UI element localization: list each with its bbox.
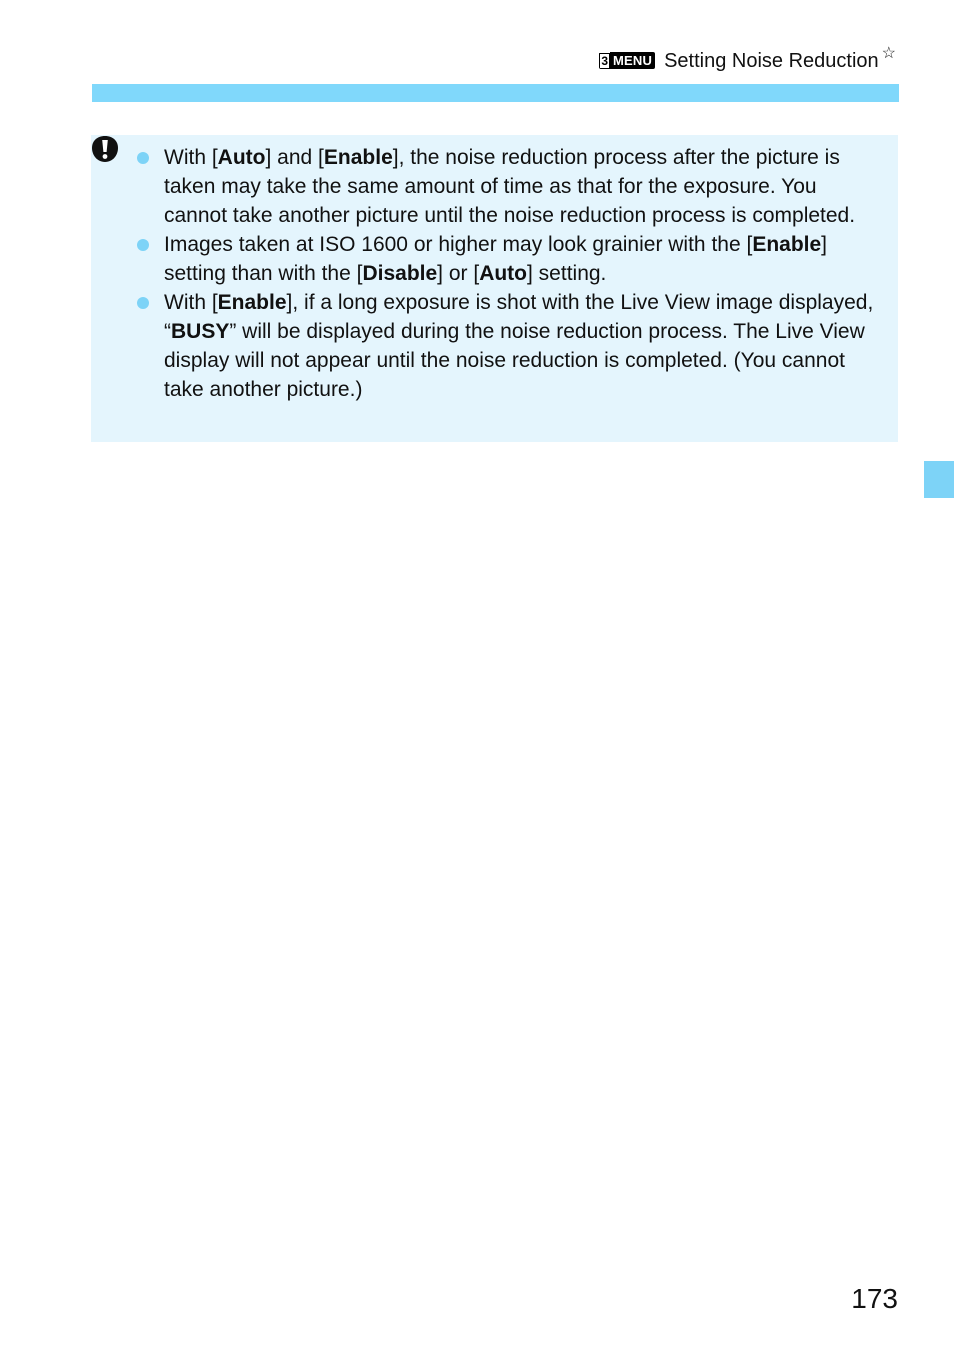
item-text: With [ — [164, 146, 218, 169]
bullet-dot-icon — [137, 297, 149, 309]
bold-term: Auto — [217, 146, 266, 169]
page-number: 173 — [851, 1283, 898, 1314]
bold-term: Enable — [217, 291, 287, 314]
bold-term: Auto — [479, 262, 528, 285]
item-text: ] or [ — [437, 262, 480, 285]
header-accent-bar — [92, 84, 899, 102]
menu-icon-number: 3 — [601, 53, 608, 68]
bold-term: BUSY — [171, 320, 230, 343]
item-text: Images taken at ISO 1600 or higher may look grainier with the [ — [164, 233, 753, 256]
caution-list-item — [135, 230, 883, 288]
caution-list — [135, 143, 883, 404]
caution-exclamation-icon — [91, 135, 119, 163]
item-text: ], the noise reduction process after the picture is taken may take the same amount of time as that for the exposure. You cannot take another picture until the noise reduction process is completed. — [164, 146, 856, 227]
header-title: Setting Noise Reduction — [664, 50, 879, 72]
bold-term: Disable — [362, 262, 438, 285]
bold-term: Enable — [323, 146, 393, 169]
star-icon: ☆ — [881, 45, 896, 62]
item-text: With [ — [164, 291, 218, 314]
item-text: ” will be displayed during the noise reduction process. The Live View display will not appear until the noise reduction is completed. (You cannot take another picture.) — [164, 320, 865, 401]
item-text: ] setting. — [527, 262, 607, 285]
page-header — [599, 45, 896, 74]
item-text: ], if a long exposure is shot with the Live View image displayed, “ — [164, 291, 874, 343]
item-text: ] and [ — [265, 146, 324, 169]
caution-list-item — [135, 288, 883, 404]
caution-box — [91, 135, 898, 442]
bold-term: Enable — [752, 233, 822, 256]
bullet-dot-icon — [137, 239, 149, 251]
caution-list-item — [135, 143, 883, 230]
bullet-dot-icon — [137, 152, 149, 164]
item-text: ] setting than with the [ — [164, 233, 828, 285]
menu-3-icon — [599, 52, 655, 69]
menu-icon-label: MENU — [610, 52, 655, 69]
chapter-side-tab — [924, 461, 954, 498]
